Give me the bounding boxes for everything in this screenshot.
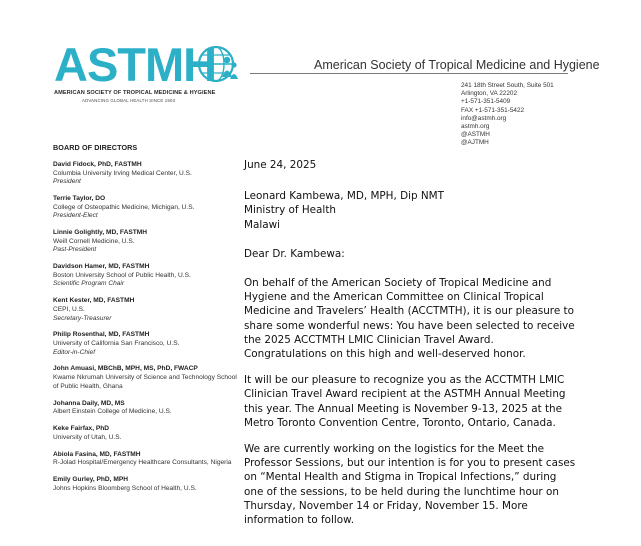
board-member-name: Abiola Fasina, MD, FASTMH xyxy=(53,450,141,458)
logo-wordmark: ASTMH xyxy=(54,38,217,91)
board-member-affiliation: University of Utah, U.S. xyxy=(53,433,122,441)
letter-paragraph: It will be our pleasure to recognize you as the ACCTMTH LMIC Clinician Travel Award recipient at the ASTMH Annual Meeting this year. The Annual Meeting is November 9-13, 2025 at the Metro Toronto Convention Centre, Toronto, Ontario, Canada. xyxy=(244,374,566,429)
board-member-role: Editor-in-Chief xyxy=(53,348,96,356)
board-member-affiliation: Johns Hopkins Bloomberg School of Health, U.S. xyxy=(53,484,197,492)
letter-date: June 24, 2025 xyxy=(244,159,317,171)
letter-paragraph: We are currently working on the logistics for the Meet the Professor Sessions, but our intention is for you to present cases on “Mental Health and Stigma in Tropical Infections,” during one of the sessions, to be held during the lunchtime hour on Thursday, November 14 or Friday, November 15. More information to follow. xyxy=(244,443,576,527)
board-member xyxy=(53,263,243,289)
board-member-affiliation: University of California San Francisco, U.S. xyxy=(53,339,180,347)
board-member-name: Keke Fairfax, PhD xyxy=(53,425,110,433)
board-member-name: Terrie Taylor, DO xyxy=(53,195,106,203)
board-member-name: John Amuasi, MBChB, MPH, MS, PhD, FWACP xyxy=(53,365,198,373)
board-member xyxy=(53,425,243,442)
board-member xyxy=(53,400,243,417)
board-member xyxy=(53,297,243,323)
board-member-name: Johanna Daily, MD, MS xyxy=(53,399,125,407)
contact-social: @AJTMH xyxy=(461,139,489,147)
board-member-role: Scientific Program Chair xyxy=(53,280,125,288)
board-member xyxy=(53,195,243,221)
letter-paragraph: On behalf of the American Society of Tropical Medicine and Hygiene and the American Committee on Clinical Tropical Medicine and Travelers’ Health (ACCTMTH), it is our pleasure to share some wonderful news: You have been selected to receive the 2025 ACCTMTH LMIC Clinician Travel Award. Congratulations on this high and well-deserved honor. xyxy=(244,277,575,361)
board-heading: BOARD OF DIRECTORS xyxy=(53,143,138,152)
logo-tagline: ADVANCING GLOBAL HEALTH SINCE 1903 xyxy=(82,98,176,103)
contact-block xyxy=(461,82,554,148)
board-member xyxy=(53,229,243,255)
board-member-affiliation: College of Osteopathic Medicine, Michigan, U.S. xyxy=(53,203,195,211)
contact-phone: +1-571-351-5409 xyxy=(461,98,511,106)
contact-line: 241 18th Street South, Suite 501 xyxy=(461,82,554,89)
board-member-affiliation: Columbia University Irving Medical Center, U.S. xyxy=(53,169,192,177)
board-member-name: Davidson Hamer, MD, FASTMH xyxy=(53,263,150,271)
board-member xyxy=(53,365,243,391)
board-member-affiliation: Kwame Nkrumah University of Science and Technology School of Public Health, Ghana xyxy=(53,374,237,390)
board-member xyxy=(53,476,243,493)
board-member-affiliation: CEPI, U.S. xyxy=(53,305,85,313)
board-member xyxy=(53,451,243,468)
board-member-role: President xyxy=(53,178,81,186)
contact-fax: FAX +1-571-351-5422 xyxy=(461,106,525,114)
contact-website: astmh.org xyxy=(461,123,490,131)
board-member-affiliation: R-Jolad Hospital/Emergency Healthcare Consultants, Nigeria xyxy=(53,459,232,467)
board-member-role: Past-President xyxy=(53,246,97,254)
board-member-role: Secretary-Treasurer xyxy=(53,314,112,322)
board-member-affiliation: Weill Cornell Medicine, U.S. xyxy=(53,237,135,245)
board-member xyxy=(53,161,243,187)
recipient-name: Leonard Kambewa, MD, MPH, Dip NMT xyxy=(244,190,444,203)
board-of-directors xyxy=(53,143,243,501)
contact-line: Arlington, VA 22202 xyxy=(461,90,518,98)
letter-greeting: Dear Dr. Kambewa: xyxy=(244,247,345,260)
board-member-name: Emily Gurley, PhD, MPH xyxy=(53,476,128,483)
board-member-name: Philip Rosenthal, MD, FASTMH xyxy=(53,331,150,339)
contact-social: @ASTMH xyxy=(461,131,490,139)
board-member-affiliation: Albert Einstein College of Medicine, U.S. xyxy=(53,408,172,416)
globe-people-icon xyxy=(197,43,239,85)
astmh-logo xyxy=(54,38,244,112)
recipient-organization: Ministry of Health xyxy=(244,204,336,217)
board-member-name: David Fidock, PhD, FASTMH xyxy=(53,161,142,168)
board-member-name: Kent Kester, MD, FASTMH xyxy=(53,297,135,305)
recipient-address xyxy=(244,189,578,232)
logo-subtitle: AMERICAN SOCIETY OF TROPICAL MEDICINE & HYGIENE xyxy=(54,90,216,96)
board-member-affiliation: Boston University School of Public Health, U.S. xyxy=(53,271,191,279)
board-member-list xyxy=(53,161,243,493)
board-member xyxy=(53,331,243,357)
contact-email: info@astmh.org xyxy=(461,114,507,122)
recipient-country: Malawi xyxy=(244,218,280,231)
organization-name: American Society of Tropical Medicine and Hygiene xyxy=(314,58,600,72)
board-member-name: Linnie Golightly, MD, FASTMH xyxy=(53,229,148,237)
letter-body xyxy=(244,158,578,539)
board-member-role: President-Elect xyxy=(53,212,98,220)
header-divider xyxy=(250,73,568,74)
